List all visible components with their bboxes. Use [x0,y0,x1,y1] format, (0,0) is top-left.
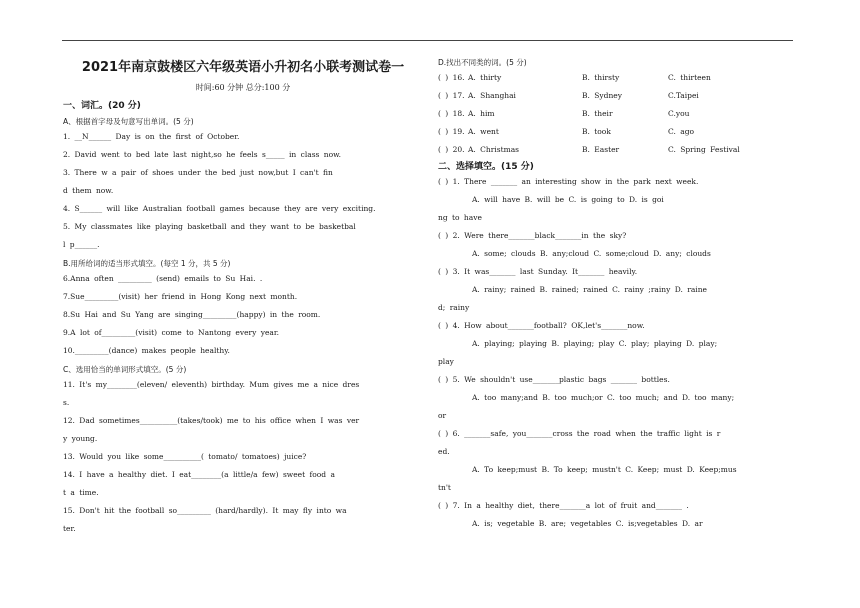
odd-one-out-row [438,123,810,141]
section-b-instruction: B.用所给词的适当形式填空。(每空 1 分，共 5 分) [63,259,231,268]
mc-question-3-options: A. rainy; rained B. rained; rained C. rainy ;rainy D. raine [472,285,707,294]
odd-one-out-list [438,69,810,159]
section-d-instruction: D.找出不同类的词。(5 分) [438,58,527,67]
section-c-instruction: C、选用恰当的单词形式填空。(5 分) [63,365,187,374]
question-3: 3. There w a pair of shoes under the bed just now,but I can't fin [63,168,333,177]
question-2: 2. David went to bed late last night,so he feels s_____ in class now. [63,150,342,159]
question-10: 10._________(dance) makes people healthy. [63,346,230,355]
question-4: 4. S______ will like Australian football games because they are very exciting. [63,204,376,213]
mc-question-1-options-cont: ng to have [438,213,482,222]
odd-one-out-row [438,105,810,123]
question-14-cont: t a time. [63,488,99,497]
odd-one-out-row [438,87,810,105]
mc-question-2: ( ) 2. Were there_______black_______in the sky? [438,231,627,240]
mc-question-7: ( ) 7. In a healthy diet, there_______a lot of fruit and_______ . [438,501,689,510]
odd-one-out-option-a: A. went [468,127,499,136]
odd-one-out-option-b: B. took [582,127,611,136]
odd-one-out-option-b: B. thirsty [582,73,620,82]
question-15: 15. Don't hit the football so_________ (hard/hardly). It may fly into wa [63,506,347,515]
mc-question-5: ( ) 5. We shouldn't use_______plastic bags _______ bottles. [438,375,670,384]
mc-question-7-options: A. is; vegetable B. are; vegetables C. is;vegetables D. ar [472,519,703,528]
question-14: 14. I have a healthy diet. I eat________(a little/a few) sweet food a [63,470,335,479]
left-column [63,52,423,538]
mc-question-6-cont: ed. [438,447,450,456]
odd-one-out-option-c: C. thirteen [668,73,711,82]
odd-one-out-option-c: C. ago [668,127,695,136]
mc-question-2-options: A. some; clouds B. any;cloud C. some;cloud D. any; clouds [472,249,711,258]
question-8: 8.Su Hai and Su Yang are singing_________(happy) in the room. [63,310,321,319]
question-6: 6.Anna often _________ (send) emails to Su Hai. . [63,274,263,283]
question-11: 11. It's my________(eleven/ eleventh) birthday. Mum gives me a nice dres [63,380,360,389]
odd-one-out-number: ( ) 18. [438,109,465,118]
question-5-cont: l p______. [63,240,100,249]
mc-question-6-options-cont: tn't [438,483,451,492]
odd-one-out-option-a: A. Shanghai [468,91,516,100]
mc-question-5-options-cont: or [438,411,447,420]
mc-question-3: ( ) 3. It was_______ last Sunday. It_______ heavily. [438,267,638,276]
mc-question-4-options: A. playing; playing B. playing; play C. play; playing D. play; [472,339,718,348]
odd-one-out-number: ( ) 19. [438,127,465,136]
mc-question-4-options-cont: play [438,357,454,366]
odd-one-out-option-a: A. him [468,109,495,118]
mc-question-1-options: A. will have B. will be C. is going to D. is goi [472,195,664,204]
odd-one-out-option-c: C. Spring Festival [668,145,740,154]
odd-one-out-option-a: A. thirty [468,73,502,82]
mc-question-6: ( ) 6. _______safe, you_______cross the road when the traffic light is r [438,429,721,438]
odd-one-out-option-b: B. their [582,109,613,118]
odd-one-out-number: ( ) 17. [438,91,465,100]
right-column [438,52,810,533]
top-rule [62,40,793,41]
odd-one-out-option-c: C.you [668,109,690,118]
odd-one-out-option-c: C.Taipei [668,91,699,100]
mc-question-3-options-cont: d; rainy [438,303,470,312]
odd-one-out-option-b: B. Easter [582,145,620,154]
question-3-cont: d them now. [63,186,114,195]
odd-one-out-option-a: A. Christmas [468,145,520,154]
question-12-cont: y young. [63,434,98,443]
odd-one-out-number: ( ) 20. [438,145,465,154]
mc-question-5-options: A. too many;and B. too much;or C. too much; and D. too many; [472,393,735,402]
part-one-heading: 一、词汇。(20 分) [63,101,141,111]
odd-one-out-option-b: B. Sydney [582,91,622,100]
page-title: 2021年南京鼓楼区六年级英语小升初名小联考测试卷一 [81,60,405,75]
question-5: 5. My classmates like playing basketball and they want to be basketbal [63,222,356,231]
question-11-cont: s. [63,398,70,407]
part-two-heading: 二、选择填空。(15 分) [438,162,534,172]
mc-question-1: ( ) 1. There _______ an interesting show in the park next week. [438,177,699,186]
odd-one-out-number: ( ) 16. [438,73,465,82]
section-a-instruction: A、根据首字母及句意写出单词。(5 分) [63,117,194,126]
odd-one-out-row [438,69,810,87]
question-1: 1. __N______ Day is on the first of October. [63,132,240,141]
time-and-score: 时间:60 分钟 总分:100 分 [195,83,291,92]
question-7: 7.Sue_________(visit) her friend in Hong Kong next month. [63,292,298,301]
question-13: 13. Would you like some__________( tomato/ tomatoes) juice? [63,452,307,461]
question-12: 12. Dad sometimes__________(takes/took) me to his office when I was ver [63,416,360,425]
mc-question-4: ( ) 4. How about_______football? OK,let's_______now. [438,321,645,330]
question-15-cont: ter. [63,524,76,533]
mc-question-6-options: A. To keep;must B. To keep; mustn't C. Keep; must D. Keep;mus [472,465,737,474]
odd-one-out-row [438,141,810,159]
question-9: 9.A lot of_________(visit) come to Nantong every year. [63,328,280,337]
